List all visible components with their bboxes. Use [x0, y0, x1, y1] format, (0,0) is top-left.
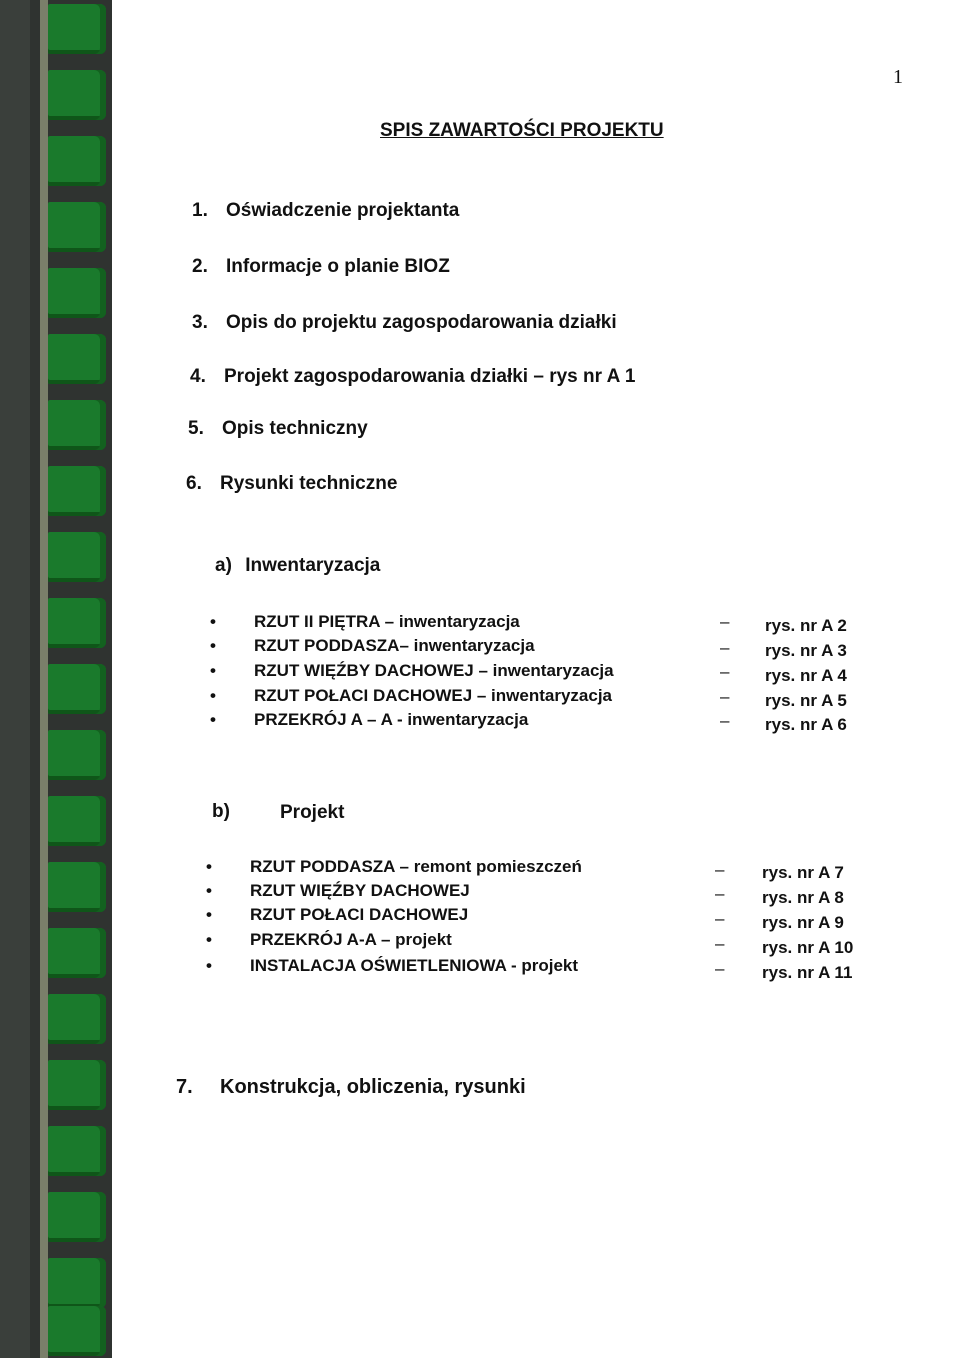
binding-ring — [48, 268, 106, 318]
list-item-dash: – — [715, 934, 725, 953]
binding-ring — [48, 334, 106, 384]
binding-ring — [48, 598, 106, 648]
toc-item-text: Informacje o planie BIOZ — [226, 256, 450, 277]
drawing-reference: rys. nr A 2 — [765, 616, 847, 635]
binding-ring — [48, 1306, 106, 1356]
bullet: • — [210, 686, 216, 705]
binding-ring — [48, 1192, 106, 1242]
binding-ring — [48, 928, 106, 978]
list-item-text: RZUT II PIĘTRA – inwentaryzacja — [254, 612, 520, 631]
list-item-dash: – — [720, 711, 730, 730]
binding-ring — [48, 730, 106, 780]
bullet: • — [210, 612, 216, 631]
list-item-text: RZUT POŁACI DACHOWEJ – inwentaryzacja — [254, 686, 613, 705]
binding-ring — [48, 1258, 106, 1308]
binding-ring — [48, 796, 106, 846]
list-item-text: PRZEKRÓJ A – A - inwentaryzacja — [254, 710, 529, 729]
section-b-label: b) — [212, 801, 230, 822]
binding-ring — [48, 4, 106, 54]
bullet: • — [206, 956, 212, 975]
list-item-dash: – — [715, 909, 725, 928]
list-item-dash: – — [720, 638, 730, 657]
list-item-dash: – — [720, 687, 730, 706]
list-item-text: RZUT WIĘŹBY DACHOWEJ — [250, 881, 470, 900]
drawing-reference: rys. nr A 4 — [765, 666, 847, 685]
drawing-reference: rys. nr A 7 — [762, 863, 844, 882]
toc-item-2 — [192, 256, 450, 278]
toc-item-number: 3. — [192, 312, 208, 333]
binding-ring — [48, 202, 106, 252]
binding-ring — [48, 994, 106, 1044]
toc-item-number: 2. — [192, 256, 208, 277]
drawing-reference: rys. nr A 6 — [765, 715, 847, 734]
binding-ring — [48, 664, 106, 714]
toc-item-3 — [192, 312, 617, 334]
binding-ring — [48, 136, 106, 186]
list-item-dash: – — [715, 959, 725, 978]
toc-item-text: Oświadczenie projektanta — [226, 200, 460, 221]
document-title: SPIS ZAWARTOŚCI PROJEKTU — [380, 120, 664, 141]
list-item-text: RZUT PODDASZA– inwentaryzacja — [254, 636, 535, 655]
binding-ring — [48, 1060, 106, 1110]
toc-item-6 — [186, 473, 397, 495]
toc-item-text: Opis techniczny — [222, 418, 368, 439]
toc-item-text: Rysunki techniczne — [220, 473, 398, 494]
bullet: • — [206, 930, 212, 949]
list-item-text: INSTALACJA OŚWIETLENIOWA - projekt — [250, 956, 579, 975]
bullet: • — [210, 636, 216, 655]
binding-spine — [40, 0, 48, 1358]
section-b-title: Projekt — [280, 802, 345, 823]
toc-item-number: 7. — [176, 1076, 193, 1098]
list-item-text: RZUT PODDASZA – remont pomieszczeń — [250, 857, 582, 876]
list-item-text: RZUT WIĘŹBY DACHOWEJ – inwentaryzacja — [254, 661, 614, 680]
section-a-title: Inwentaryzacja — [245, 555, 381, 576]
toc-item-number: 6. — [186, 473, 202, 494]
toc-item-number: 1. — [192, 200, 208, 221]
binding-ring — [48, 862, 106, 912]
toc-item-number: 4. — [190, 366, 206, 387]
bullet: • — [210, 661, 216, 680]
binding-ring — [48, 400, 106, 450]
section-b-heading — [212, 801, 345, 823]
binding-edge — [0, 0, 30, 1358]
list-item-text: PRZEKRÓJ A-A – projekt — [250, 930, 452, 949]
drawing-reference: rys. nr A 5 — [765, 691, 847, 710]
list-item-dash: – — [720, 662, 730, 681]
list-item-dash: – — [720, 612, 730, 631]
comb-binding — [0, 0, 112, 1358]
bullet: • — [210, 710, 216, 729]
binding-ring — [48, 532, 106, 582]
binding-ring — [48, 466, 106, 516]
list-item-dash: – — [715, 860, 725, 879]
drawing-reference: rys. nr A 9 — [762, 913, 844, 932]
page-number: 1 — [893, 66, 903, 88]
toc-item-text: Opis do projektu zagospodarowania działki — [226, 312, 617, 333]
toc-item-number: 5. — [188, 418, 204, 439]
list-item-dash: – — [715, 884, 725, 903]
toc-item-5 — [188, 418, 368, 440]
drawing-reference: rys. nr A 8 — [762, 888, 844, 907]
drawing-reference: rys. nr A 11 — [762, 963, 853, 982]
bullet: • — [206, 857, 212, 876]
toc-item-text: Konstrukcja, obliczenia, rysunki — [220, 1076, 526, 1098]
toc-item-1 — [192, 200, 459, 222]
toc-item-7 — [176, 1076, 526, 1099]
bullet: • — [206, 905, 212, 924]
section-a-label: a) — [215, 555, 232, 576]
drawing-reference: rys. nr A 3 — [765, 641, 847, 660]
drawing-reference: rys. nr A 10 — [762, 938, 854, 957]
bullet: • — [206, 881, 212, 900]
section-a-heading — [215, 555, 380, 577]
binding-ring — [48, 70, 106, 120]
toc-item-text: Projekt zagospodarowania działki – rys nr A 1 — [224, 366, 636, 387]
toc-item-4 — [190, 366, 635, 388]
binding-ring — [48, 1126, 106, 1176]
list-item-text: RZUT POŁACI DACHOWEJ — [250, 905, 469, 924]
